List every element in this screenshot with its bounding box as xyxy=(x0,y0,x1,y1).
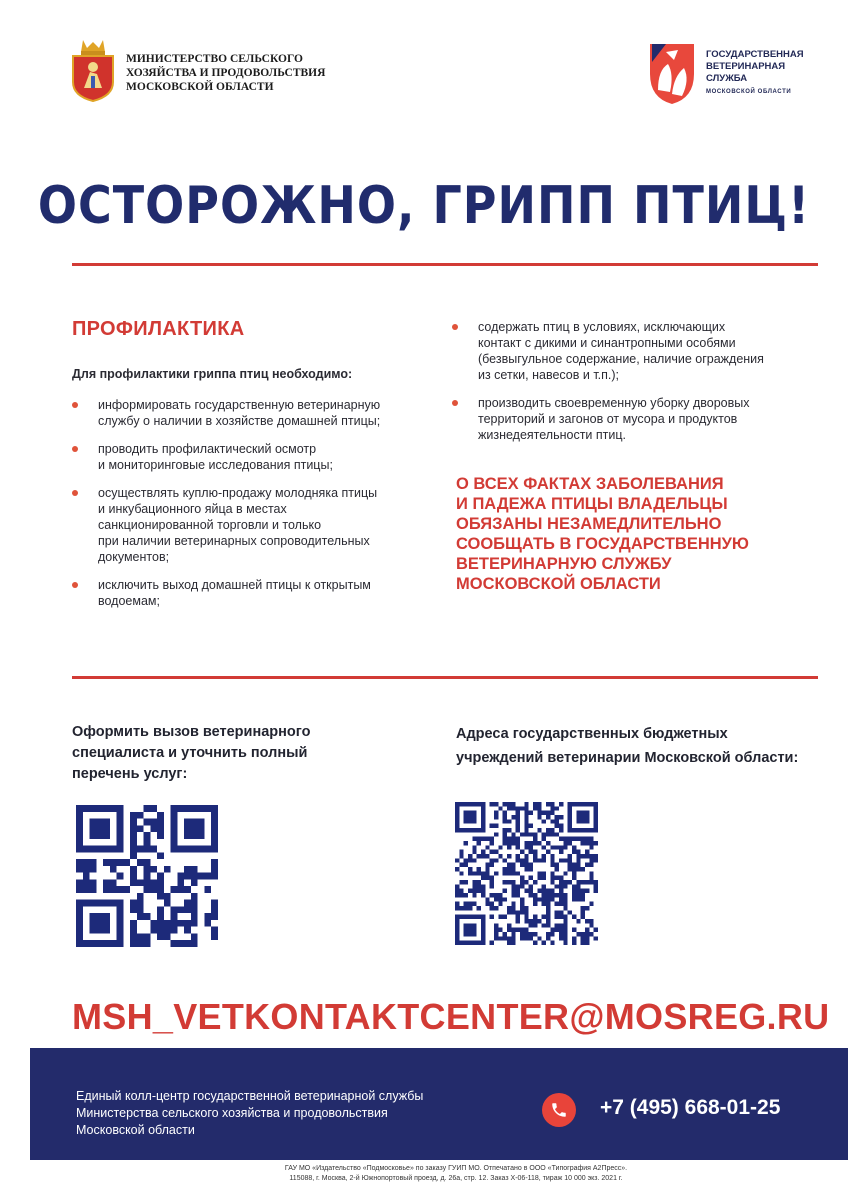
ministry-name xyxy=(126,52,325,94)
list-item-line: осуществлять куплю-продажу молодняка птицы xyxy=(98,486,378,500)
list-item xyxy=(72,485,427,565)
phone-icon xyxy=(542,1093,576,1127)
vet-service-name-line: ГОСУДАРСТВЕННАЯ xyxy=(706,49,804,60)
list-item-line: производить своевременную уборку дворовых xyxy=(478,396,750,410)
vet-service-region: МОСКОВСКОЙ ОБЛАСТИ xyxy=(706,89,792,95)
list-item-line: из сетки, навесов и т.п.); xyxy=(478,368,620,382)
list-item-line: проводить профилактический осмотр xyxy=(98,442,317,456)
qr-code-icon xyxy=(76,805,218,947)
call-specialist-text xyxy=(72,722,382,785)
callcenter-text xyxy=(76,1088,423,1139)
qr-code-icon xyxy=(455,802,598,945)
imprint xyxy=(246,1164,666,1184)
list-item xyxy=(72,577,427,609)
phone-glyph-icon xyxy=(550,1101,568,1119)
vet-service-name-line: ВЕТЕРИНАРНАЯ xyxy=(706,61,786,72)
alert-line: И ПАДЕЖА ПТИЦЫ ВЛАДЕЛЬЦЫ xyxy=(456,495,728,513)
moscow-oblast-coat-of-arms-icon xyxy=(70,36,116,102)
contact-email[interactable]: MSH_VETKONTAKTCENTER@MOSREG.RU xyxy=(72,996,830,1037)
list-item-line: территорий и загонов от мусора и продуктов xyxy=(478,412,738,426)
callcenter-line: Московской области xyxy=(76,1123,195,1137)
alert-line: МОСКОВСКОЙ ОБЛАСТИ xyxy=(456,575,661,593)
call-line: Оформить вызов ветеринарного xyxy=(72,724,311,740)
alert-line: ВЕТЕРИНАРНУЮ СЛУЖБУ xyxy=(456,555,672,573)
alert-line: О ВСЕХ ФАКТАХ ЗАБОЛЕВАНИЯ xyxy=(456,475,724,493)
list-item-line: контакт с дикими и синантропными особями xyxy=(478,336,736,350)
call-line: перечень услуг: xyxy=(72,766,188,782)
list-item-line: документов; xyxy=(98,550,170,564)
list-item-line: содержать птиц в условиях, исключающих xyxy=(478,320,726,334)
vet-service-logo-icon xyxy=(644,40,700,106)
divider xyxy=(72,676,818,679)
list-item-line: и мониторинговые исследования птицы; xyxy=(98,458,333,472)
section-heading: ПРОФИЛАКТИКА xyxy=(72,318,245,340)
vet-service-name-line: СЛУЖБА xyxy=(706,73,748,84)
callcenter-line: Единый колл-центр государственной ветеринарной службы xyxy=(76,1089,424,1103)
list-item xyxy=(452,319,824,383)
list-item-line: водоемам; xyxy=(98,594,160,608)
qr-code-addresses[interactable] xyxy=(455,802,598,945)
prevention-list-right xyxy=(452,319,824,455)
list-item-line: службу о наличии в хозяйстве домашней птицы; xyxy=(98,414,381,428)
imprint-line: ГАУ МО «Издательство «Подмосковье» по заказу ГУИП МО. Отпечатано в ООО «Типография А2Пресс». xyxy=(284,1165,628,1172)
addresses-text xyxy=(456,722,836,770)
phone-number[interactable]: +7 (495) 668-01-25 xyxy=(600,1096,781,1119)
vet-service-header xyxy=(644,40,824,108)
callcenter-line: Министерства сельского хозяйства и продовольствия xyxy=(76,1106,388,1120)
list-item-line: санкционированной торговли и только xyxy=(98,518,322,532)
address-line: Адреса государственных бюджетных xyxy=(456,726,728,742)
list-item-line: (безвыгульное содержание, наличие ограждения xyxy=(478,352,764,366)
list-item-line: при наличии ветеринарных сопроводительных xyxy=(98,534,370,548)
prevention-list-left xyxy=(72,397,427,621)
list-item xyxy=(72,441,427,473)
list-item xyxy=(452,395,824,443)
call-line: специалиста и уточнить полный xyxy=(72,745,308,761)
alert-line: СООБЩАТЬ В ГОСУДАРСТВЕННУЮ xyxy=(456,535,749,553)
divider xyxy=(72,263,818,266)
list-item xyxy=(72,397,427,429)
alert-line: ОБЯЗАНЫ НЕЗАМЕДЛИТЕЛЬНО xyxy=(456,515,722,533)
ministry-name-line: ХОЗЯЙСТВА И ПРОДОВОЛЬСТВИЯ xyxy=(126,67,326,79)
qr-code-call-specialist[interactable] xyxy=(76,805,218,947)
imprint-line: 115088, г. Москва, 2-й Южнопортовый проезд, д. 26а, стр. 12. Заказ Х-06-118, тираж 10 000 экз. 2021 г. xyxy=(289,1175,623,1182)
list-item-line: и инкубационного яйца в местах xyxy=(98,502,287,516)
address-line: учреждений ветеринарии Московской области: xyxy=(456,750,799,766)
list-item-line: исключить выход домашней птицы к открытым xyxy=(98,578,371,592)
list-item-line: информировать государственную ветеринарную xyxy=(98,398,381,412)
section-intro: Для профилактики гриппа птиц необходимо: xyxy=(72,367,353,381)
vet-service-name xyxy=(706,49,804,85)
ministry-name-line: МОСКОВСКОЙ ОБЛАСТИ xyxy=(126,81,274,93)
ministry-name-line: МИНИСТЕРСТВО СЕЛЬСКОГО xyxy=(126,53,303,65)
ministry-header xyxy=(70,36,370,106)
list-item-line: жизнедеятельности птиц. xyxy=(478,428,626,442)
page-title: ОСТОРОЖНО, ГРИПП ПТИЦ! xyxy=(37,174,811,236)
alert-notice xyxy=(456,474,826,594)
